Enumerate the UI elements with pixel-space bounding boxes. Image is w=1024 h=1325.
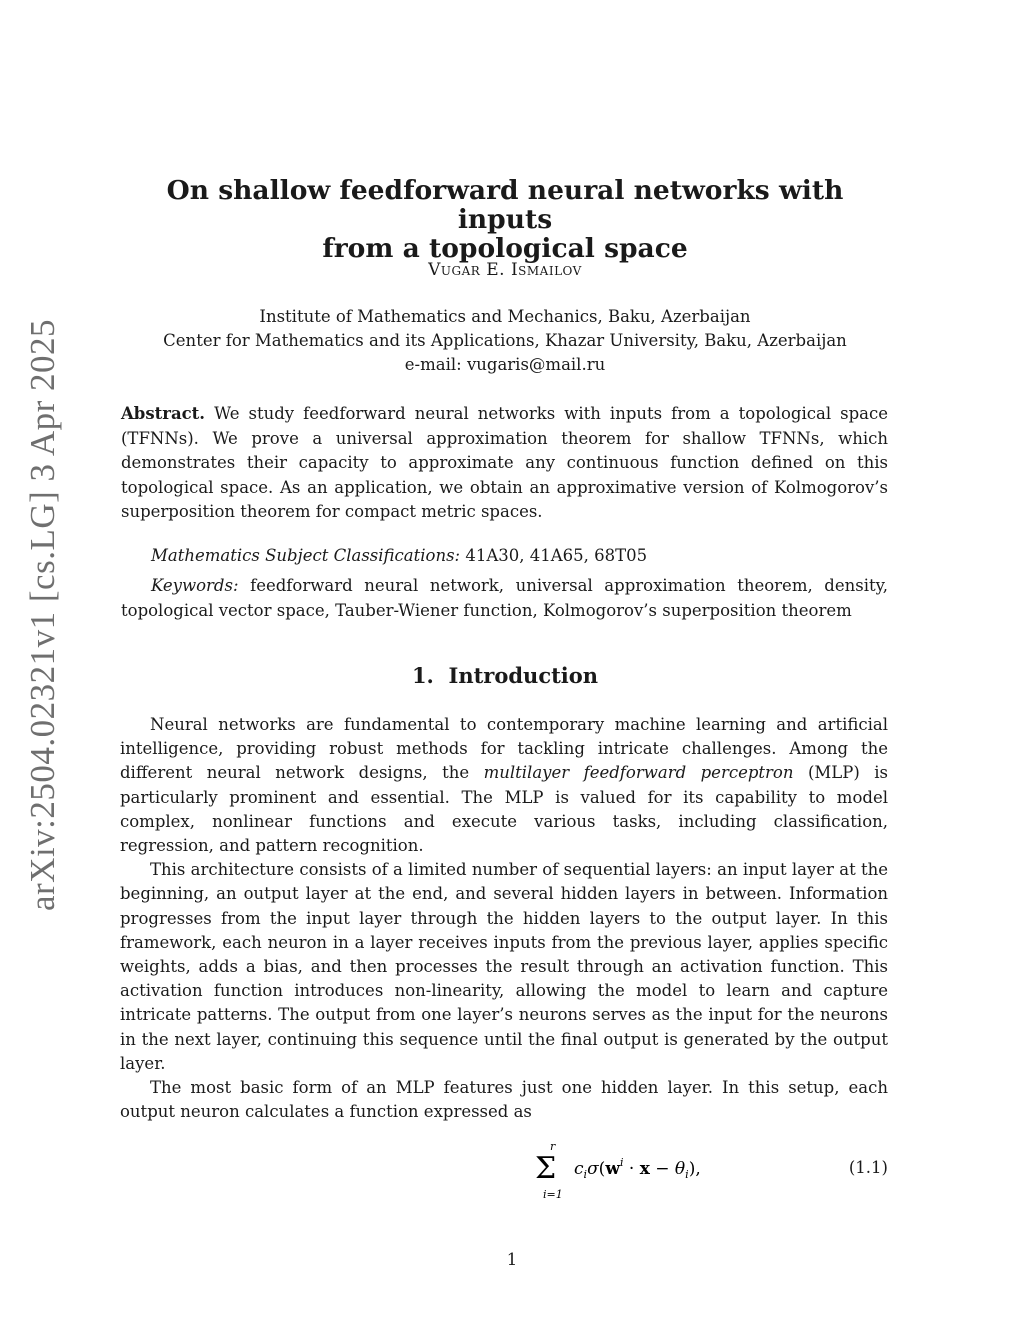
sum-lower-limit: i=1	[543, 1188, 563, 1200]
paragraph-3: The most basic form of an MLP features just one hidden layer. In this setup, each output neuron calculates a function expressed as	[120, 1078, 888, 1122]
keywords-value: feedforward neural network, universal approximation theorem, density, topological vector space, Tauber-Wiener function, Kolmogorov’s superposition theorem	[121, 576, 888, 620]
abstract-label: Abstract.	[121, 404, 206, 423]
affiliation-2: Center for Mathematics and its Applications, Khazar University, Baku, Azerbaijan	[163, 331, 847, 350]
affiliation-1: Institute of Mathematics and Mechanics, Baku, Azerbaijan	[259, 307, 751, 326]
msc-label: Mathematics Subject Classifications:	[151, 546, 461, 565]
paragraph-1-start: Neural networks are fundamental to contemporary machine learning and artificial intelligence, providing robust methods for tackling intricate challenges. Among the different neural network designs, the	[120, 715, 888, 783]
paragraph-2: This architecture consists of a limited number of sequential layers: an input layer at the beginning, an output layer at the end, and several hidden layers in between. Information progresses from the input layer through the hidden layers to the output layer. In this framework, each neuron in a layer receives inputs from the previous layer, applies specific weights, adds a bias, and then processes the result through an activation function. This activation function introduces non-linearity, allowing the model to learn and capture intricate patterns. The output from one layer’s neurons serves as the input for the neurons in the next layer, continuing this sequence until the final output is generated by the output layer.	[120, 860, 888, 1073]
subject-classifications	[121, 544, 888, 568]
sum-upper-limit: r	[550, 1140, 556, 1153]
affiliations	[120, 305, 890, 377]
page-number: 1	[506, 1250, 518, 1269]
abstract-text: We study feedforward neural networks with inputs from a topological space (TFNNs). We prove a universal approximation theorem for shallow TFNNs, which demonstrates their capacity to approximate any continuous function defined on this topological space. As an application, we obtain an approximative version of Kolmogorov’s superposition theorem for compact metric spaces.	[121, 404, 889, 521]
keywords-label: Keywords:	[151, 576, 239, 595]
section-number: 1.	[411, 663, 434, 688]
sum-symbol: Σ	[535, 1151, 557, 1186]
paragraph-1	[120, 713, 888, 858]
paper-title	[120, 176, 890, 263]
title-line-2: from a topological space	[322, 233, 688, 264]
section-title: Introduction	[448, 663, 599, 688]
section-heading	[120, 663, 890, 688]
arxiv-identifier: arXiv:2504.02321v1 [cs.LG] 3 Apr 2025	[23, 318, 62, 912]
keywords	[121, 574, 888, 623]
title-line-1: On shallow feedforward neural networks with inputs	[166, 175, 844, 235]
introduction-body	[120, 713, 888, 1124]
author-email: e-mail: vugaris@mail.ru	[404, 355, 606, 374]
equation-formula	[532, 1140, 732, 1200]
abstract	[121, 402, 888, 525]
paragraph-1-emphasis: multilayer feedforward perceptron	[483, 763, 794, 783]
author-name: Vugar E. Ismailov	[428, 260, 582, 280]
equation-1-1	[120, 1140, 888, 1200]
summand-expression: $c_i\sigma(w^i \cdot x - \theta_i)$,	[574, 1156, 701, 1181]
equation-number: (1.1)	[848, 1158, 888, 1177]
paragraph-1-end: (MLP) is particularly prominent and essential. The MLP is valued for its capability to model complex, nonlinear functions and execute various tasks, including classification, regression, and pattern recognition.	[120, 763, 889, 856]
msc-value: 41A30, 41A65, 68T05	[465, 546, 648, 565]
